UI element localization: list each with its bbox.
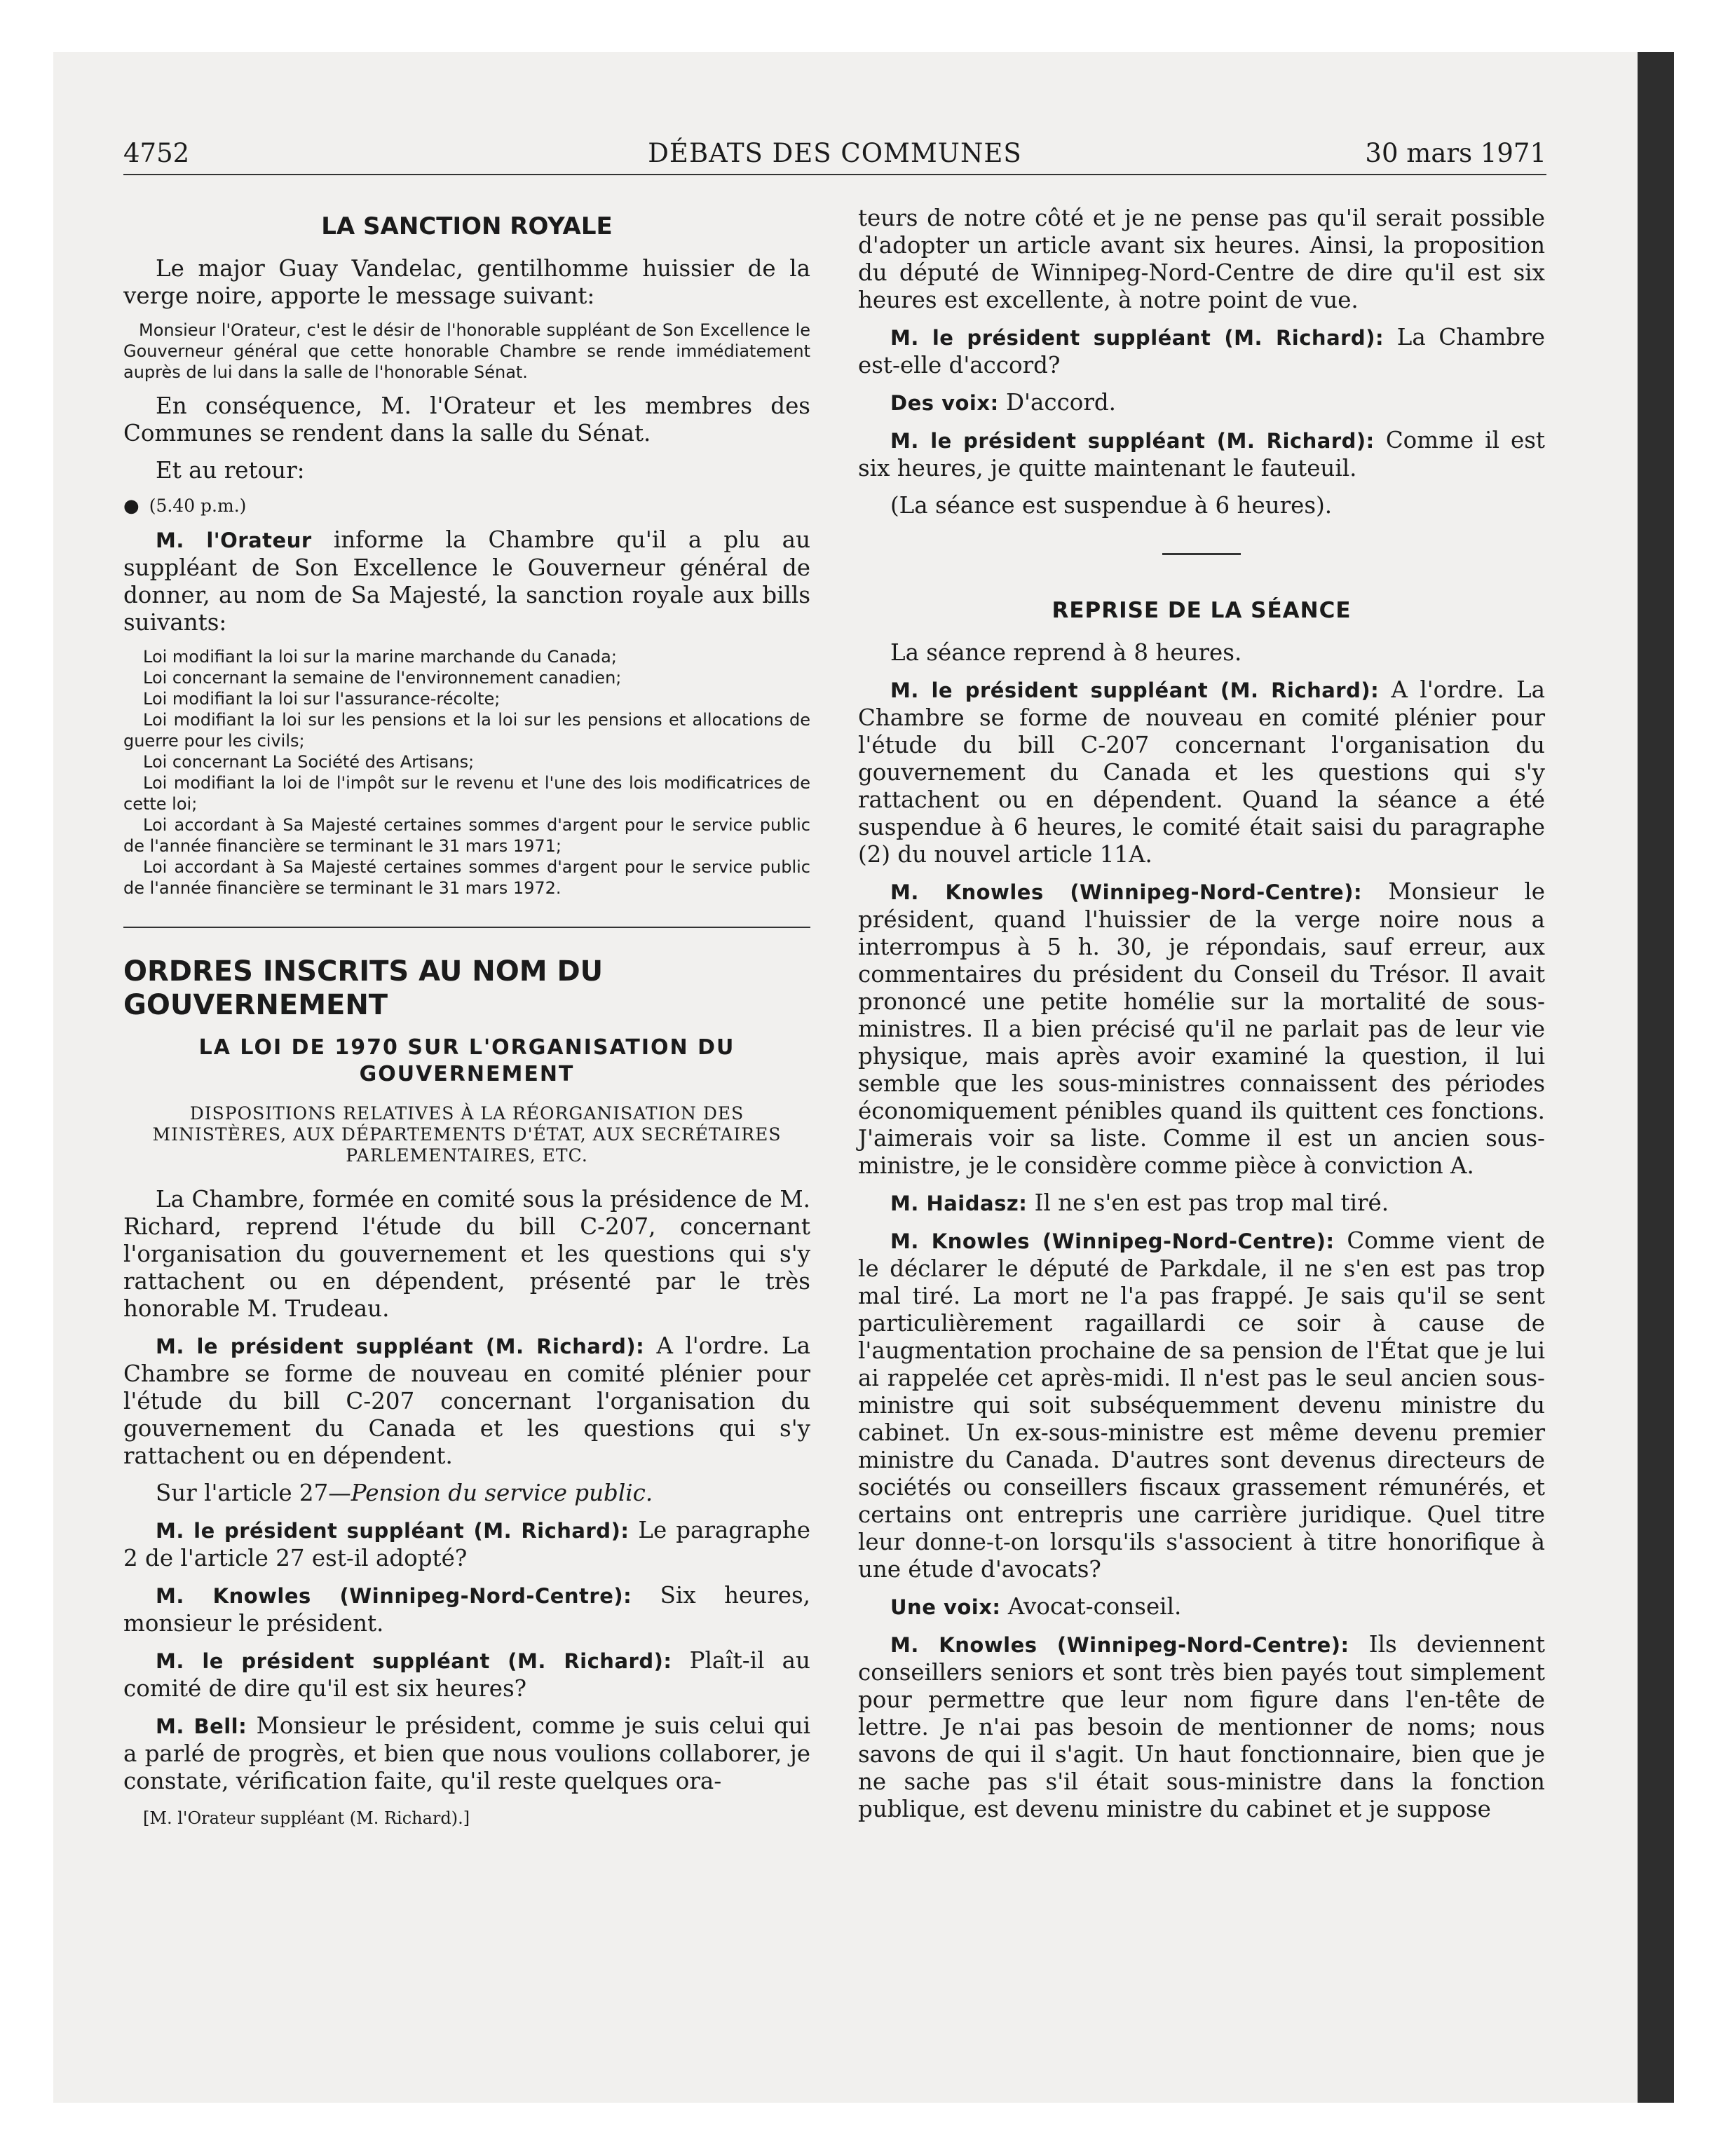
list-item: Loi modifiant la loi sur l'assurance-récolte; [143, 689, 501, 709]
list-item: Loi modifiant la loi sur la marine marchande du Canada; [143, 647, 617, 667]
speech-text: A l'ordre. La Chambre se forme de nouveau en comité plénier pour l'étude du bill C-207 concernant l'organisation du gouvernement du Canada et les questions qui s'y rattachent ou en dépendent. Quand la séance a été suspendue à 6 heures, le comité était saisi du paragraphe (2) du nouvel article 11A. [858, 676, 1545, 868]
paragraph: teurs de notre côté et je ne pense pas qu'il serait possible d'adopter un article avant six heures. Ainsi, la proposition du député de Winnipeg-Nord-Centre de dire qu'il est six heures est excellente, à notre point de vue. [858, 205, 1545, 313]
heading-dispositions: DISPOSITIONS RELATIVES À LA RÉORGANISATION DES MINISTÈRES, AUX DÉPARTEMENTS D'ÉTAT, AUX SECRÉTAIRES PARLEMENTAIRES, ETC. [152, 1103, 782, 1166]
speaker-name: M. Knowles (Winnipeg-Nord-Centre): [890, 1229, 1335, 1253]
heading-loi-organisation: LA LOI DE 1970 SUR L'ORGANISATION DU GOUVERNEMENT [198, 1035, 735, 1086]
speech-text: Comme vient de le déclarer le député de Parkdale, il ne s'en est pas trop mal tiré. La mort ne l'a pas frappé. Je sais qu'il se sent particulièrement ragaillardi ce soir à cause de l'augmentation prochaine de sa pension de l'État que je lui ai rappelée cet après-midi. Il n'est pas le seul ancien sous-ministre qui soit subséquemment devenu ministre du cabinet. Un ex-sous-ministre est même devenu premier ministre du Canada. D'autres sont devenus directeurs de sociétés ou conseillers fiscaux grassement rémunérés, et certains ont entrepris une carrière juridique. Quel titre leur donne-t-on lorsqu'ils s'associent à titre honorifique à une étude d'avocats? [858, 1227, 1545, 1583]
list-item: Loi modifiant la loi sur les pensions et la loi sur les pensions et allocations de guerre pour les civils; [123, 710, 810, 751]
speaker-name: M. Haidasz: [890, 1192, 1028, 1215]
paragraph [123, 1647, 810, 1703]
bullet-dot-icon: ● [123, 496, 140, 517]
speech-text: La Chambre est-elle d'accord? [858, 324, 1545, 378]
speech-text: informe la Chambre qu'il a plu au suppléant de Son Excellence le Gouverneur général de donner, au nom de Sa Majesté, la sanction royale aux bills suivants: [123, 526, 810, 636]
paragraph [123, 1712, 810, 1795]
paragraph: (La séance est suspendue à 6 heures). [890, 492, 1333, 519]
speech-text: Monsieur le président, comme je suis celui qui a parlé de progrès, et bien que nous voulions collaborer, je constate, vérification faite, qu'il reste quelques ora- [123, 1712, 810, 1794]
article-title: Pension du service public. [351, 1480, 653, 1506]
speech-text: Il ne s'en est pas trop mal tiré. [1027, 1189, 1389, 1216]
time-marker-text: (5.40 p.m.) [149, 496, 247, 516]
paragraph: La séance reprend à 8 heures. [890, 639, 1242, 666]
heading-sanction-royale: LA SANCTION ROYALE [321, 212, 613, 240]
heading-reprise: REPRISE DE LA SÉANCE [1052, 598, 1352, 623]
page-number: 4752 [123, 138, 190, 168]
heading-ordres: ORDRES INSCRITS AU NOM DU GOUVERNEMENT [123, 955, 604, 1021]
paragraph [858, 1631, 1545, 1823]
short-divider [1162, 553, 1241, 555]
right-column [858, 205, 1545, 1833]
paragraph [858, 427, 1545, 482]
issue-date: 30 mars 1971 [1365, 138, 1546, 168]
speaker-name: M. le président suppléant (M. Richard): [890, 678, 1380, 702]
paragraph: En conséquence, M. l'Orateur et les membres des Communes se rendent dans la salle du Sénat. [123, 393, 810, 446]
speaker-name: M. l'Orateur [156, 528, 312, 552]
two-column-body [123, 205, 1546, 2072]
speaker-name: M. Knowles (Winnipeg-Nord-Centre): [890, 1633, 1349, 1657]
speaker-name: M. le président suppléant (M. Richard): [890, 429, 1375, 453]
message-text: Monsieur l'Orateur, c'est le désir de l'honorable suppléant de Son Excellence le Gouverneur général que cette honorable Chambre se rende immédiatement auprès de lui dans la salle de l'honorable Sénat. [123, 320, 810, 382]
speaker-name: M. le président suppléant (M. Richard): [156, 1649, 672, 1673]
speaker-name: Une voix: [890, 1595, 1001, 1619]
speech-text: Comme il est six heures, je quitte maintenant le fauteuil. [858, 427, 1545, 482]
speaker-name: M. Bell: [156, 1714, 247, 1738]
hansard-page [123, 137, 1546, 2072]
speech-text: Plaît-il au comité de dire qu'il est six heures? [123, 1647, 810, 1702]
paragraph [123, 1517, 810, 1572]
list-item: Loi accordant à Sa Majesté certaines sommes d'argent pour le service public de l'année financière se terminant le 31 mars 1972. [123, 857, 810, 898]
paragraph [123, 526, 810, 636]
speech-text: Ils deviennent conseillers seniors et sont très bien payés tout simplement pour permettre que leur nom figure dans l'en-tête de lettre. Je n'ai pas besoin de mentionner de noms; nous savons de qui il s'agit. Un haut fonctionnaire, bien que je ne sache pas s'il était sous-ministre dans la fonction publique, est devenu ministre du cabinet et je suppose [858, 1631, 1545, 1822]
paragraph [858, 676, 1545, 868]
list-item: Loi concernant La Société des Artisans; [143, 752, 475, 772]
speaker-name: M. Knowles (Winnipeg-Nord-Centre): [156, 1584, 632, 1608]
speaker-name: M. le président suppléant (M. Richard): [156, 1519, 630, 1543]
section-divider [123, 927, 810, 928]
paragraph [123, 1582, 810, 1637]
publication-title: DÉBATS DES COMMUNES [648, 138, 1022, 168]
left-column [123, 205, 810, 1829]
paragraph: Le major Guay Vandelac, gentilhomme huissier de la verge noire, apporte le message suivant: [123, 255, 810, 309]
paragraph [858, 1593, 1545, 1621]
list-item: Loi accordant à Sa Majesté certaines sommes d'argent pour le service public de l'année financière se terminant le 31 mars 1971; [123, 815, 810, 856]
paragraph [858, 389, 1545, 417]
speaker-name: M. le président suppléant (M. Richard): [890, 326, 1384, 350]
paragraph [858, 878, 1545, 1180]
bill-list [123, 646, 810, 899]
paragraph [123, 1480, 810, 1507]
article-prefix: Sur l'article 27— [156, 1480, 351, 1506]
time-marker [123, 494, 810, 518]
speech-text: D'accord. [998, 389, 1117, 416]
speech-text: A l'ordre. La Chambre se forme de nouveau en comité plénier pour l'étude du bill C-207 concernant l'organisation du gouvernement du Canada et les questions qui s'y rattachent ou en dépendent. [123, 1332, 810, 1469]
speech-text: Avocat-conseil. [1000, 1593, 1182, 1620]
page-footnote: [M. l'Orateur suppléant (M. Richard).] [143, 1808, 470, 1828]
paragraph [858, 1227, 1545, 1583]
speaker-name: Des voix: [890, 391, 999, 415]
speaker-name: M. le président suppléant (M. Richard): [156, 1335, 645, 1358]
paragraph [123, 1332, 810, 1470]
list-item: Loi concernant la semaine de l'environnement canadien; [143, 668, 622, 688]
list-item: Loi modifiant la loi de l'impôt sur le revenu et l'une des lois modificatrices de cette loi; [123, 773, 810, 814]
speaker-name: M. Knowles (Winnipeg-Nord-Centre): [890, 880, 1363, 904]
paragraph: La Chambre, formée en comité sous la présidence de M. Richard, reprend l'étude du bill C-207, concernant l'organisation du gouvernement et les questions qui s'y rattachent ou en dépendent, présenté par le très honorable M. Trudeau. [123, 1186, 810, 1322]
paragraph [858, 1189, 1545, 1217]
speech-text: Six heures, monsieur le président. [123, 1582, 810, 1637]
paragraph [858, 324, 1545, 379]
speech-text: Le paragraphe 2 de l'article 27 est-il adopté? [123, 1517, 810, 1571]
scan-edge-shadow [1638, 52, 1674, 2103]
running-header [123, 137, 1546, 175]
paragraph: Et au retour: [156, 457, 305, 484]
speech-text: Monsieur le président, quand l'huissier de la verge noire nous a interrompus à 5 h. 30, je répondais, sauf erreur, aux commentaires du président du Conseil du Trésor. Il avait prononcé une petite homélie sur la mortalité de sous-ministres. Il a bien précisé qu'il ne parlait pas de leur vie physique, mais après avoir examiné la question, il lui semble que les sous-ministres connaissent des périodes économiquement pénibles quand ils quittent ces fonctions. J'aimerais voir sa liste. Comme il est un ancien sous-ministre, je le considère comme pièce à conviction A. [858, 878, 1545, 1179]
